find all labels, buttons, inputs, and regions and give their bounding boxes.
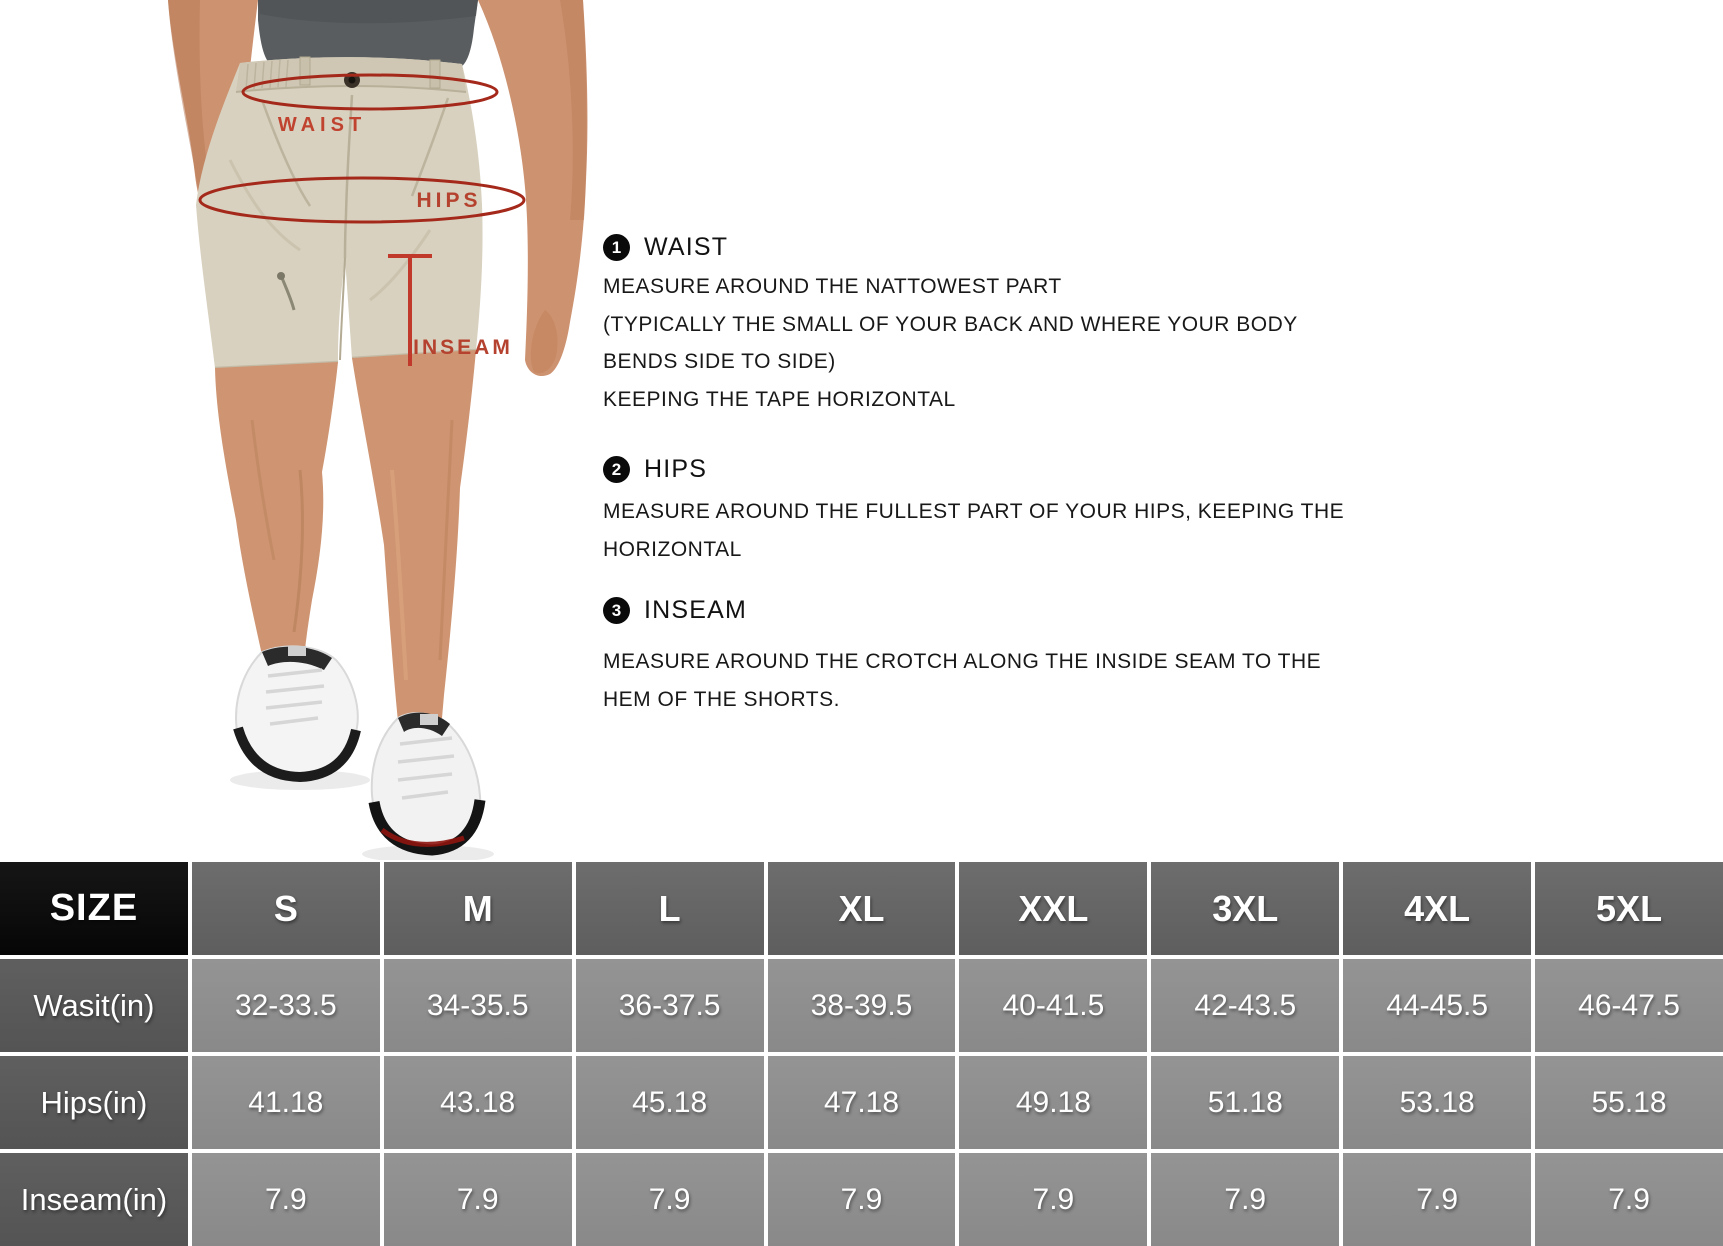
- hips-value-5xl: 55.18: [1535, 1056, 1723, 1149]
- hips-value-xxl: 49.18: [959, 1056, 1147, 1149]
- step-1-badge: 1: [603, 234, 630, 261]
- inseam-value-l: 7.9: [576, 1153, 764, 1246]
- hips-value-3xl: 51.18: [1151, 1056, 1339, 1149]
- inseam-value-m: 7.9: [384, 1153, 572, 1246]
- hips-annotation-label: HIPS: [416, 189, 482, 212]
- size-col-header-m: M: [384, 862, 572, 955]
- belt-loop: [300, 57, 310, 85]
- inseam-row-label: Inseam(in): [0, 1153, 188, 1246]
- inseam-section-body: [603, 643, 1321, 718]
- instruction-line: MEASURE AROUND THE CROTCH ALONG THE INSIDE SEAM TO THE: [603, 650, 1322, 673]
- right-shoe: [372, 713, 480, 851]
- waist-value-3xl: 42-43.5: [1151, 959, 1339, 1052]
- instruction-line: MEASURE AROUND THE FULLEST PART OF YOUR HIPS, KEEPING THE: [603, 500, 1345, 523]
- model-shorts: [196, 57, 483, 368]
- hips-section-title: HIPS: [644, 455, 708, 483]
- hips-row-label: Hips(in): [0, 1056, 188, 1149]
- waist-value-xxl: 40-41.5: [959, 959, 1147, 1052]
- waist-section-body: [603, 268, 1298, 418]
- hips-value-s: 41.18: [192, 1056, 380, 1149]
- size-col-header-5xl: 5XL: [1535, 862, 1723, 955]
- size-col-header-l: L: [576, 862, 764, 955]
- hips-section-heading: [603, 455, 707, 484]
- inseam-section-title: INSEAM: [644, 596, 748, 624]
- step-3-badge: 3: [603, 597, 630, 624]
- inseam-value-3xl: 7.9: [1151, 1153, 1339, 1246]
- instruction-line: MEASURE AROUND THE NATTOWEST PART: [603, 275, 1062, 298]
- waist-value-5xl: 46-47.5: [1535, 959, 1723, 1052]
- instruction-line: BENDS SIDE TO SIDE): [603, 350, 836, 373]
- waist-row-label: Wasit(in): [0, 959, 188, 1052]
- belt-loop: [430, 60, 440, 88]
- hips-value-xl: 47.18: [768, 1056, 956, 1149]
- hips-value-4xl: 53.18: [1343, 1056, 1531, 1149]
- instruction-line: (TYPICALLY THE SMALL OF YOUR BACK AND WHERE YOUR BODY: [603, 312, 1298, 336]
- size-col-header-xxl: XXL: [959, 862, 1147, 955]
- hips-section-body: [603, 493, 1344, 568]
- waist-value-4xl: 44-45.5: [1343, 959, 1531, 1052]
- inseam-value-xl: 7.9: [768, 1153, 956, 1246]
- inseam-value-4xl: 7.9: [1343, 1153, 1531, 1246]
- measuring-instructions: [603, 0, 1403, 860]
- waist-value-l: 36-37.5: [576, 959, 764, 1052]
- instruction-line: KEEPING THE TAPE HORIZONTAL: [603, 387, 956, 411]
- instruction-line: HORIZONTAL: [603, 537, 742, 561]
- size-chart-table: [0, 862, 1723, 1246]
- inseam-annotation-label: INSEAM: [413, 336, 513, 359]
- inseam-value-5xl: 7.9: [1535, 1153, 1723, 1246]
- size-table-corner-header: SIZE: [0, 862, 188, 955]
- waist-section-title: WAIST: [644, 233, 729, 261]
- inseam-section-heading: [603, 596, 747, 625]
- size-col-header-3xl: 3XL: [1151, 862, 1339, 955]
- step-2-badge: 2: [603, 456, 630, 483]
- hips-value-m: 43.18: [384, 1056, 572, 1149]
- waist-section-heading: [603, 233, 728, 262]
- hips-value-l: 45.18: [576, 1056, 764, 1149]
- instruction-line: HEM OF THE SHORTS.: [603, 687, 840, 711]
- waist-value-xl: 38-39.5: [768, 959, 956, 1052]
- waist-annotation-label: WAIST: [277, 114, 367, 136]
- inseam-value-xxl: 7.9: [959, 1153, 1147, 1246]
- size-col-header-s: S: [192, 862, 380, 955]
- left-shoe: [236, 646, 358, 777]
- size-col-header-4xl: 4XL: [1343, 862, 1531, 955]
- waist-value-m: 34-35.5: [384, 959, 572, 1052]
- size-col-header-xl: XL: [768, 862, 956, 955]
- model-photo: [0, 0, 600, 860]
- inseam-value-s: 7.9: [192, 1153, 380, 1246]
- waist-value-s: 32-33.5: [192, 959, 380, 1052]
